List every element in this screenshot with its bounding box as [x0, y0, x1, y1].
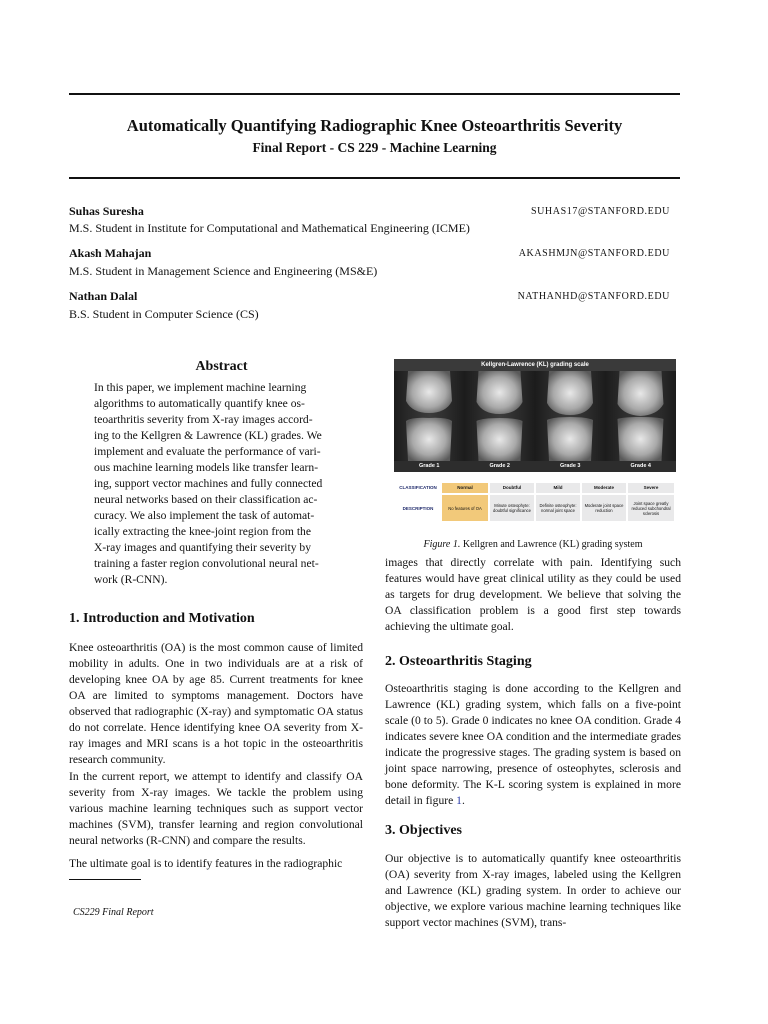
desc-moderate: Moderate joint space reduction	[582, 495, 626, 521]
xray-grade-4	[606, 371, 677, 461]
abstract-line: algorithms to automatically quantify knee os-	[94, 397, 305, 410]
author-affiliation-3: B.S. Student in Computer Science (CS)	[69, 307, 259, 321]
author-name-2: Akash Mahajan	[69, 246, 152, 260]
author-name-3: Nathan Dalal	[69, 289, 138, 303]
author-affiliation-2: M.S. Student in Management Science and Engineering (MS&E)	[69, 264, 378, 278]
abstract-line: ing, support vector machines and fully connected	[94, 477, 323, 490]
abstract-line: teoarthritis severity from X-ray images accord-	[94, 413, 313, 426]
grade-label-4: Grade 4	[630, 463, 651, 469]
title-bottom-rule	[69, 177, 680, 179]
figure-kl-grading	[394, 359, 676, 525]
intro-paragraph-2: In the current report, we attempt to identify and classify OA severity from X-ray images. We tackle the problem using various machine learning techniques such as support vector machines (SVM), transfer learning and region convolutional neural networks (R-CNN) and compare the results.	[69, 770, 363, 847]
class-normal: Normal	[442, 483, 488, 493]
grade-label-3: Grade 3	[560, 463, 581, 469]
figure-caption-label: Figure 1.	[423, 539, 461, 550]
desc-mild: Definite osteophyte: normal joint space	[536, 495, 580, 521]
class-mild: Mild	[536, 483, 580, 493]
classification-label: CLASSIFICATION	[399, 485, 437, 490]
paper-title: Automatically Quantifying Radiographic Knee Osteoarthritis Severity	[126, 116, 623, 135]
abstract-line: training a faster region convolutional neural net-	[94, 557, 319, 570]
author-email-3[interactable]: NATHANHD@STANFORD.EDU	[517, 291, 670, 302]
description-label: DESCRIPTION	[402, 505, 434, 511]
abstract-line: ous machine learning models like transfer learn-	[94, 461, 319, 474]
figure-caption-text: Kellgren and Lawrence (KL) grading system	[462, 539, 643, 550]
section-heading-staging: 2. Osteoarthritis Staging	[385, 654, 532, 669]
author-affiliation-1: M.S. Student in Institute for Computational and Mathematical Engineering (ICME)	[69, 221, 470, 235]
abstract-line: work (R-CNN).	[94, 573, 168, 586]
abstract-line: ically extracting the knee-joint region from the	[94, 525, 311, 538]
abstract-line: neural networks based on their classification ac-	[94, 493, 318, 506]
section-heading-objectives: 3. Objectives	[385, 823, 462, 838]
abstract-line: curacy. We also implement the task of automat-	[94, 509, 315, 522]
desc-normal: No features of OA	[442, 495, 488, 521]
grade-label-1: Grade 1	[419, 463, 440, 469]
footnote-rule	[69, 879, 141, 880]
staging-period: .	[461, 794, 465, 807]
figure-header: Kellgren-Lawrence (KL) grading scale	[394, 359, 676, 371]
footnote-text: CS229 Final Report	[73, 907, 154, 918]
desc-doubtful: Minute osteophyte: doubtful significance	[490, 495, 534, 521]
author-email-1[interactable]: SUHAS17@STANFORD.EDU	[530, 206, 670, 217]
abstract-line: ing to the Kellgren & Lawrence (KL) grades. We	[94, 429, 322, 442]
section-heading-introduction: 1. Introduction and Motivation	[69, 611, 255, 626]
staging-paragraph	[385, 681, 681, 809]
staging-paragraph-text: Osteoarthritis staging is done according to the Kellgren and Lawrence (KL) grading system, which falls on a five-point scale (0 to 5). Grade 0 indicates no knee OA condition. Grade 4 indicates severe knee OA condition and the intermediate grades indicate the progressive stages. The grading system is based on joint space narrowing, presence of osteophytes, sclerosis and bone deformity. The K-L scoring system is explained in more detail in figure	[385, 682, 681, 807]
top-rule	[69, 93, 680, 95]
abstract-line: X-ray images and quantifying their severity by	[94, 541, 311, 554]
author-name-1: Suhas Suresha	[69, 204, 144, 218]
abstract-line: implement and evaluate the performance of vari-	[94, 445, 321, 458]
xray-grade-3	[535, 371, 606, 461]
desc-severe: Joint space greatly reduced subchondral sclerosis	[628, 495, 674, 521]
abstract-heading: Abstract	[195, 359, 248, 374]
xray-grade-2	[465, 371, 536, 461]
class-moderate: Moderate	[582, 483, 626, 493]
intro-paragraph-1: Knee osteoarthritis (OA) is the most common cause of limited mobility in adults. One in two individuals are at a risk of developing knee OA by age 85. Current treatments for knee OA are limited to symptoms management. Doctors have observed that radiographic (X-ray) and symptomatic OA status do not correlate. Hence identifying knee OA severity from X-ray images and MRI scans is a hot topic in the osteoarthritis research community.	[69, 641, 363, 766]
intro-paragraph-3: The ultimate goal is to identify features in the radiographic	[69, 857, 343, 870]
figure-caption	[385, 539, 681, 550]
xray-grade-1	[394, 371, 465, 461]
paper-subtitle: Final Report - CS 229 - Machine Learning	[252, 140, 497, 155]
grade-label-2: Grade 2	[489, 463, 510, 469]
author-email-2[interactable]: AKASHMJN@STANFORD.EDU	[518, 248, 670, 259]
objectives-paragraph: Our objective is to automatically quantify knee osteoarthritis (OA) severity from X-ray images, labeled using the Kellgren and Lawrence (KL) grading system. In order to achieve our objective, we explore various machine learning techniques like support vector machines (SVM), trans-	[385, 852, 681, 929]
knee-xray-images	[394, 371, 676, 461]
abstract-body	[94, 380, 338, 588]
intro-paragraph-3-continued: images that directly correlate with pain. Identifying such features would have great clinical utility as they could be used as targets for drug development. We believe that solving the OA classification problem is a good first step towards achieving the ultimate goal.	[385, 556, 681, 633]
class-doubtful: Doubtful	[490, 483, 534, 493]
class-severe: Severe	[628, 483, 674, 493]
figure-1-link[interactable]: 1	[456, 794, 462, 807]
abstract-line: In this paper, we implement machine learning	[94, 381, 307, 394]
